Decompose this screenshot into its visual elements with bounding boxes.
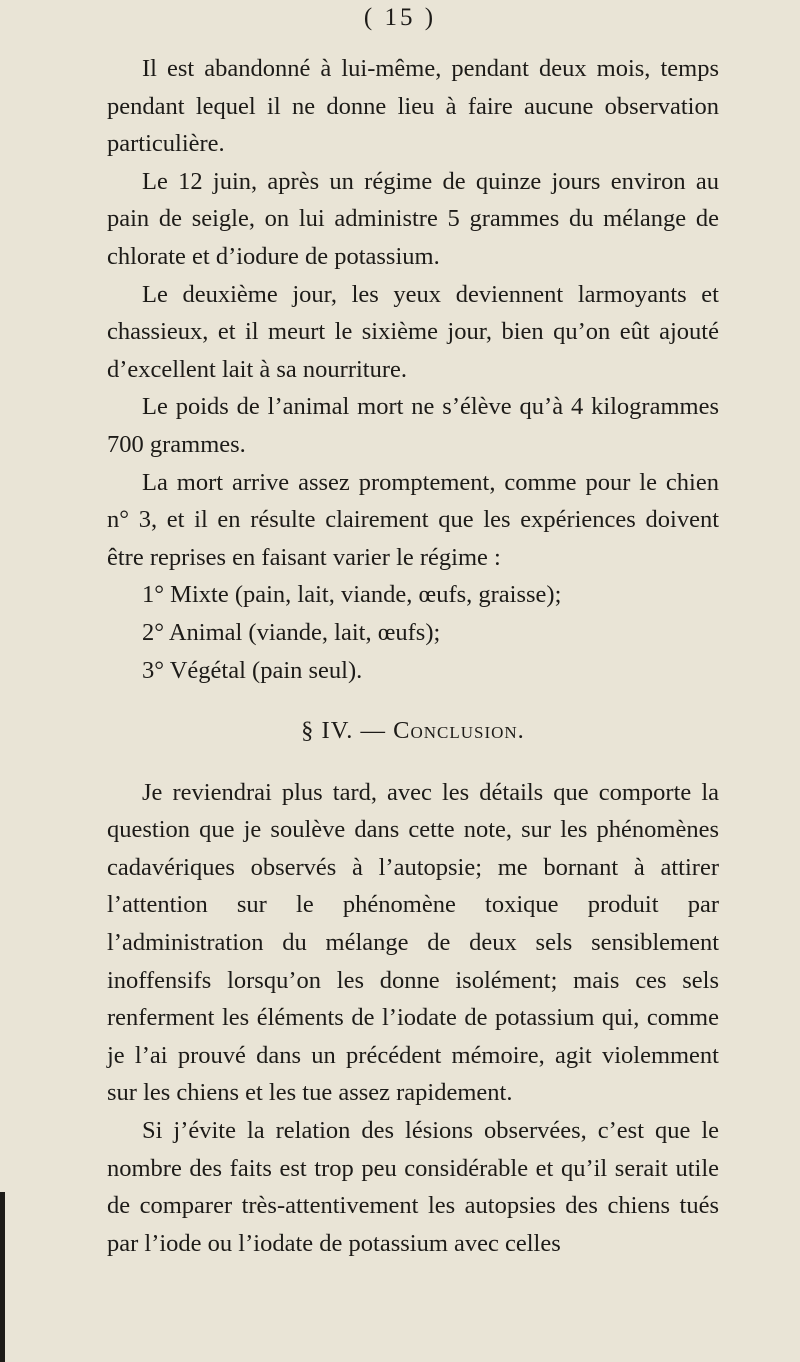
- list-item: 3° Végétal (pain seul).: [142, 656, 363, 684]
- paragraph: Le 12 juin, après un régime de quinze jours environ au pain de seigle, on lui administre 5 grammes du mélange de chlorate et d’iodure de potassium.: [107, 167, 719, 270]
- paragraph: Je reviendrai plus tard, avec les détails que comporte la question que je soulève dans cette note, sur les phénomènes cadavériques observés à l’autopsie; me bornant à attirer l’attention sur le phénomène toxique produit par l’administration du mélange de deux sels sensiblement inoffensifs lorsqu’on les donne isolément; mais ces sels renferment les éléments de l’iodate de potassium qui, comme je l’ai prouvé dans un précédent mémoire, agit violemment sur les chiens et les tue assez rapidement.: [107, 778, 719, 1107]
- binding-edge: [0, 1192, 5, 1362]
- section-heading: § IV. — Conclusion.: [301, 717, 525, 745]
- page-number: ( 15 ): [363, 4, 437, 31]
- list-item: 2° Animal (viande, lait, œufs);: [142, 618, 441, 646]
- list-item: 1° Mixte (pain, lait, viande, œufs, graisse);: [142, 581, 562, 609]
- paragraph: La mort arrive assez promptement, comme pour le chien n° 3, et il en résulte clairement que les expériences doivent être reprises en faisant varier le régime :: [107, 468, 719, 571]
- paragraph: Si j’évite la relation des lésions observées, c’est que le nombre des faits est trop peu considérable et qu’il serait utile de comparer très-attentivement les autopsies des chiens tués par l’iode ou l’iodate de potassium avec celles: [107, 1117, 719, 1257]
- paragraph: Il est abandonné à lui-même, pendant deux mois, temps pendant lequel il ne donne lieu à faire aucune observation particulière.: [107, 55, 719, 158]
- paragraph: Le deuxième jour, les yeux deviennent larmoyants et chassieux, et il meurt le sixième jour, bien qu’on eût ajouté d’excellent lait à sa nourriture.: [107, 280, 719, 383]
- body-text: [107, 50, 719, 1262]
- paragraph: Le poids de l’animal mort ne s’élève qu’à 4 kilogrammes 700 grammes.: [107, 393, 719, 458]
